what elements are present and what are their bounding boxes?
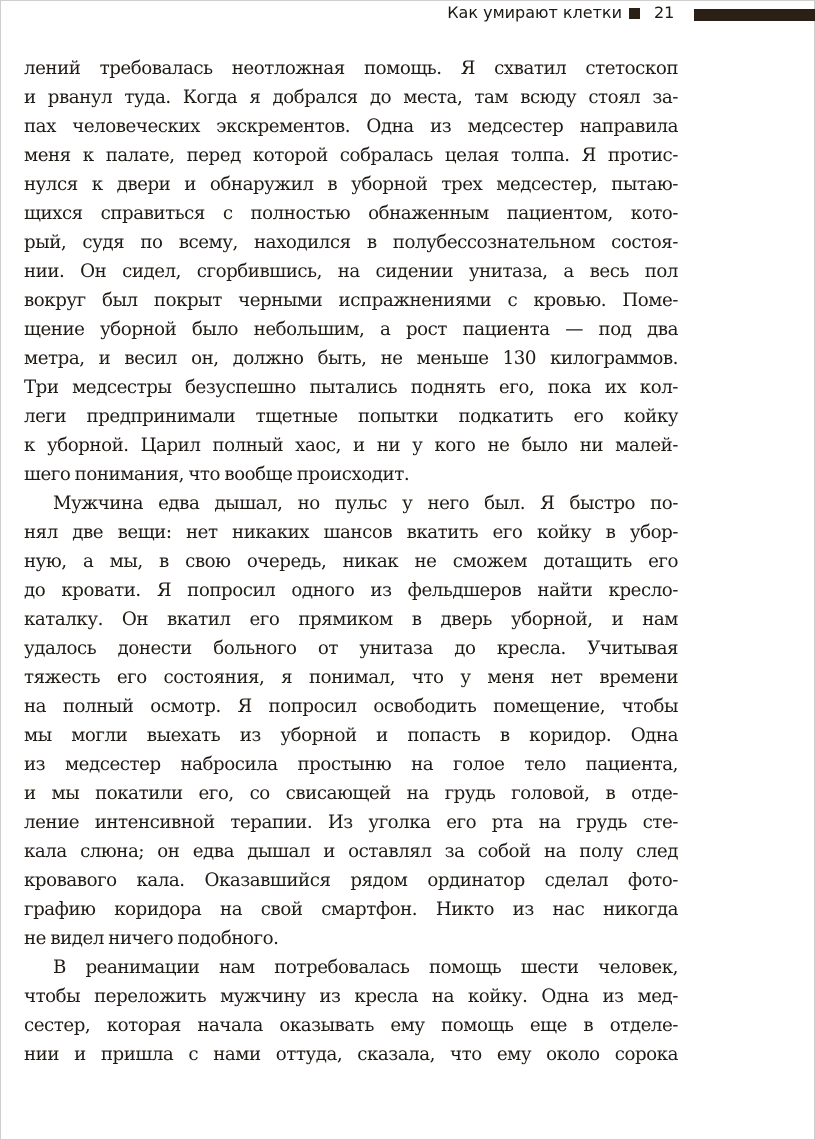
text-line: к уборной. Царил полный хаос, и ни у кого не было ни малей- xyxy=(24,435,678,456)
text-line: В реанимации нам потребовалась помощь шести человек, xyxy=(53,957,678,978)
text-line: на полный осмотр. Я попросил освободить помещение, чтобы xyxy=(24,696,678,717)
text-line: чтобы переложить мужчину из кресла на койку. Одна из мед- xyxy=(24,986,678,1007)
text-line: щихся справиться с полностью обнаженным пациентом, кото- xyxy=(24,203,678,224)
text-line: и мы покатили его, со свисающей на грудь головой, в отде- xyxy=(24,783,678,804)
text-line: не видел ничего подобного. xyxy=(24,928,279,949)
text-line: метра, и весил он, должно быть, не меньше 130 килограммов. xyxy=(24,348,678,369)
paragraph xyxy=(24,54,678,489)
text-line: вокруг был покрыт черными испражнениями с кровью. Поме- xyxy=(24,290,678,311)
text-line: мы могли выехать из уборной и попасть в коридор. Одна xyxy=(24,725,678,746)
text-line: Три медсестры безуспешно пытались поднять его, пока их кол- xyxy=(24,377,678,398)
text-line: кала слюна; он едва дышал и оставлял за собой на полу след xyxy=(24,841,678,862)
running-head xyxy=(0,3,815,25)
text-line: ную, а мы, в свою очередь, никак не сможем дотащить его xyxy=(24,551,678,572)
text-line: удалось донести больного от унитаза до кресла. Учитывая xyxy=(24,638,678,659)
text-line: тяжесть его состояния, я понимал, что у меня нет времени xyxy=(24,667,678,688)
text-line: щение уборной было небольшим, а рост пациента — под два xyxy=(24,319,678,340)
text-line: кровавого кала. Оказавшийся рядом ординатор сделал фото- xyxy=(24,870,678,891)
text-line: пах человеческих экскрементов. Одна из медсестер направила xyxy=(24,116,678,137)
text-line: Мужчина едва дышал, но пульс у него был. Я быстро по- xyxy=(53,493,678,514)
text-line: каталку. Он вкатил его прямиком в дверь уборной, и нам xyxy=(24,609,678,630)
text-line: сестер, которая начала оказывать ему помощь еще в отделе- xyxy=(24,1015,678,1036)
text-line: рый, судя по всему, находился в полубессознательном состоя- xyxy=(24,232,678,253)
text-line: шего понимания, что вообще происходит. xyxy=(24,464,410,485)
page-number: 21 xyxy=(654,3,675,22)
text-line: нял две вещи: нет никаких шансов вкатить его койку в убор- xyxy=(24,522,678,543)
text-line: ление интенсивной терапии. Из уголка его рта на грудь сте- xyxy=(24,812,678,833)
text-line: меня к палате, перед которой собралась целая толпа. Я протис- xyxy=(24,145,678,166)
paragraph xyxy=(24,489,678,953)
running-head-title: Как умирают клетки xyxy=(447,3,622,22)
text-line: леги предпринимали тщетные попытки подкатить его койку xyxy=(24,406,678,427)
body-text xyxy=(24,54,678,1069)
text-line: и рванул туда. Когда я добрался до места, там всюду стоял за- xyxy=(24,87,678,108)
text-line: до кровати. Я попросил одного из фельдшеров найти кресло- xyxy=(24,580,678,601)
text-line: из медсестер набросила простыню на голое тело пациента, xyxy=(24,754,678,775)
text-line: лений требовалась неотложная помощь. Я схватил стетоскоп xyxy=(24,58,678,79)
paragraph xyxy=(24,953,678,1069)
text-line: нулся к двери и обнаружил в уборной трех медсестер, пытаю- xyxy=(24,174,678,195)
running-head-square-marker xyxy=(629,8,640,19)
text-line: графию коридора на свой смартфон. Никто из нас никогда xyxy=(24,899,678,920)
text-line: нии и пришла с нами оттуда, сказала, что ему около сорока xyxy=(24,1044,678,1065)
text-line: нии. Он сидел, сгорбившись, на сидении унитаза, а весь пол xyxy=(24,261,678,282)
running-head-bar xyxy=(694,9,815,21)
